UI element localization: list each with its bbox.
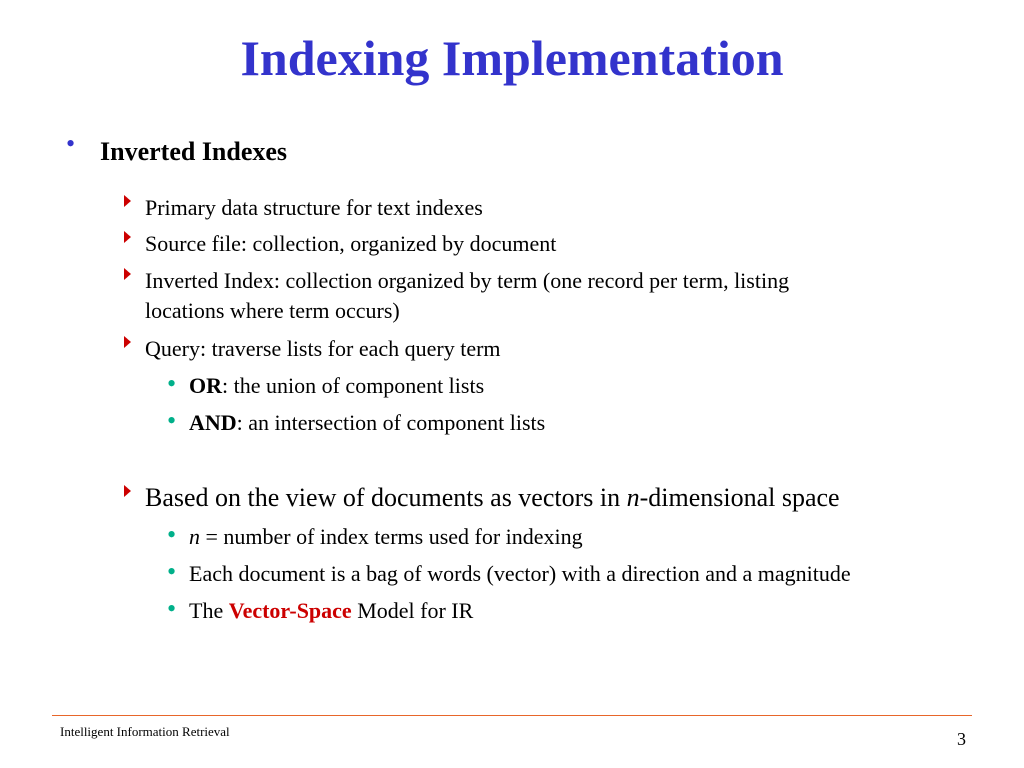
bullet-label: Inverted Indexes <box>100 137 288 166</box>
sub-bullet-label: Query: traverse lists for each query term <box>145 336 501 361</box>
n-variable: n <box>626 483 640 512</box>
vector-space-highlight: Vector-Space <box>228 598 352 623</box>
page-number: 3 <box>957 729 966 749</box>
arrow-bullet-icon <box>124 195 131 207</box>
sub-bullet-label-line-2: locations where term occurs) <box>145 298 400 323</box>
dot-bullet-icon: • <box>167 594 177 623</box>
sub-bullet-label-line-1: Inverted Index: collection organized by term (one record per term, listing <box>145 268 790 293</box>
arrow-bullet-icon <box>124 485 131 497</box>
arrow-bullet-icon <box>124 268 131 280</box>
dot-bullet-icon: • <box>167 406 177 435</box>
sub-bullet-label <box>145 482 840 514</box>
dot-bullet-icon: • <box>167 520 177 549</box>
dot-bullet-icon: • <box>167 557 177 586</box>
label-part: = number of index terms used for indexing <box>200 524 583 549</box>
operator-name: AND <box>189 410 237 435</box>
operator-description: : the union of component lists <box>222 373 485 398</box>
footer-divider <box>52 715 972 716</box>
bullet-dot-icon: • <box>66 129 76 158</box>
label-part: Model for IR <box>351 598 474 623</box>
label-part: Based on the view of documents as vectors in <box>145 483 627 512</box>
vector-item-label <box>189 596 473 626</box>
slide-title: Indexing Implementation <box>240 30 784 86</box>
operator-description: : an intersection of component lists <box>236 410 546 435</box>
operator-name: OR <box>189 373 222 398</box>
query-item-label <box>189 371 484 401</box>
vector-item-label: Each document is a bag of words (vector) with a direction and a magnitude <box>189 561 851 586</box>
arrow-bullet-icon <box>124 231 131 243</box>
sub-bullet-label: Source file: collection, organized by document <box>145 231 557 256</box>
arrow-bullet-icon <box>124 336 131 348</box>
sub-bullet-label: Primary data structure for text indexes <box>145 195 483 220</box>
label-part: The <box>189 598 229 623</box>
n-variable: n <box>189 524 200 549</box>
query-item-label <box>189 408 545 438</box>
vector-item-label <box>189 522 583 552</box>
dot-bullet-icon: • <box>167 369 177 398</box>
footer-course-title: Intelligent Information Retrieval <box>60 724 230 739</box>
label-part: -dimensional space <box>639 483 840 512</box>
